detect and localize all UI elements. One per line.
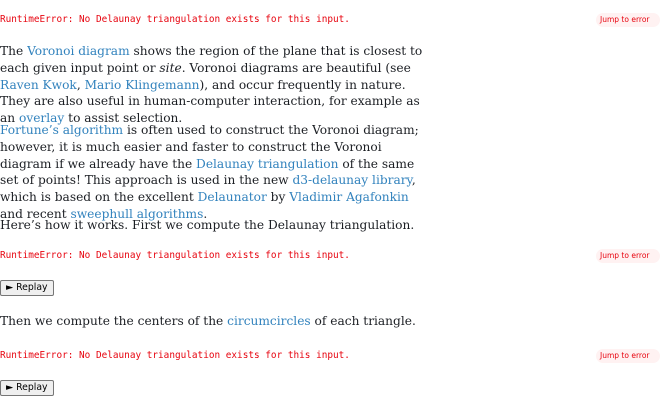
replay-button[interactable]: ► Replay: [0, 380, 54, 396]
site-emphasis: site: [159, 60, 182, 75]
jump-to-error-button[interactable]: Jump to error: [596, 349, 660, 363]
jump-to-error-button[interactable]: Jump to error: [596, 249, 660, 263]
error-cell-3: [0, 348, 650, 364]
error-cell-2: [0, 248, 650, 264]
text-span: of the same set of points! This approach is used in the new: [0, 156, 415, 188]
how-it-works-paragraph-container: [0, 217, 640, 234]
text-span: by: [266, 190, 290, 205]
d3-delaunay-library-link[interactable]: d3-delaunay library: [292, 173, 412, 188]
text-span: and recent: [0, 206, 71, 221]
intro-paragraph: [0, 43, 430, 127]
text-span: is often used to construct the Voronoi diagram; however, it is much easier and faster to construct the Voronoi diagram if we already have the: [0, 123, 419, 171]
raven-kwok-link[interactable]: Raven Kwok: [0, 77, 77, 92]
error-message: RuntimeError: No Delaunay triangulation exists for this input.: [0, 250, 350, 261]
fortune-paragraph-container: [0, 122, 640, 223]
text-span: shows the region of the plane that is closest to each given input point or: [0, 44, 423, 75]
text-span: ), and occur frequently in nature. They are also useful in human-computer interaction, for example as an: [0, 77, 420, 126]
circumcircles-link[interactable]: circumcircles: [227, 314, 311, 328]
text-span: Then we compute the centers of the: [0, 314, 228, 328]
vladimir-agafonkin-link[interactable]: Vladimir Agafonkin: [289, 190, 409, 205]
intro-paragraph-container: [0, 43, 640, 127]
text-span: , which is based on the excellent: [0, 173, 416, 205]
text-span: to assist selection.: [64, 111, 183, 126]
text-span: .: [203, 206, 208, 221]
error-message: RuntimeError: No Delaunay triangulation exists for this input.: [0, 14, 350, 25]
text-span: . Voronoi diagrams are beautiful (see: [181, 60, 411, 75]
text-span: ,: [76, 77, 85, 92]
overlay-link[interactable]: overlay: [19, 111, 65, 126]
circumcircles-paragraph: [0, 313, 430, 330]
sweephull-algorithms-link[interactable]: sweephull algorithms: [70, 206, 204, 221]
delaunay-triangulation-link[interactable]: Delaunay triangulation: [196, 156, 339, 171]
how-it-works-paragraph: Here’s how it works. First we compute the Delaunay triangulation.: [0, 218, 415, 232]
mario-klingemann-link[interactable]: Mario Klingemann: [84, 77, 200, 92]
text-span: of each triangle.: [310, 314, 416, 328]
error-message: RuntimeError: No Delaunay triangulation exists for this input.: [0, 350, 350, 361]
replay-button[interactable]: ► Replay: [0, 280, 54, 296]
circumcircles-paragraph-container: [0, 313, 640, 330]
fortunes-algorithm-link[interactable]: Fortune’s algorithm: [0, 123, 124, 137]
fortune-paragraph: [0, 122, 430, 223]
text-span: The: [0, 44, 28, 58]
jump-to-error-button[interactable]: Jump to error: [596, 13, 660, 27]
delaunator-link[interactable]: Delaunator: [197, 190, 267, 205]
voronoi-diagram-link[interactable]: Voronoi diagram: [27, 44, 130, 58]
error-cell-1: [0, 12, 650, 28]
